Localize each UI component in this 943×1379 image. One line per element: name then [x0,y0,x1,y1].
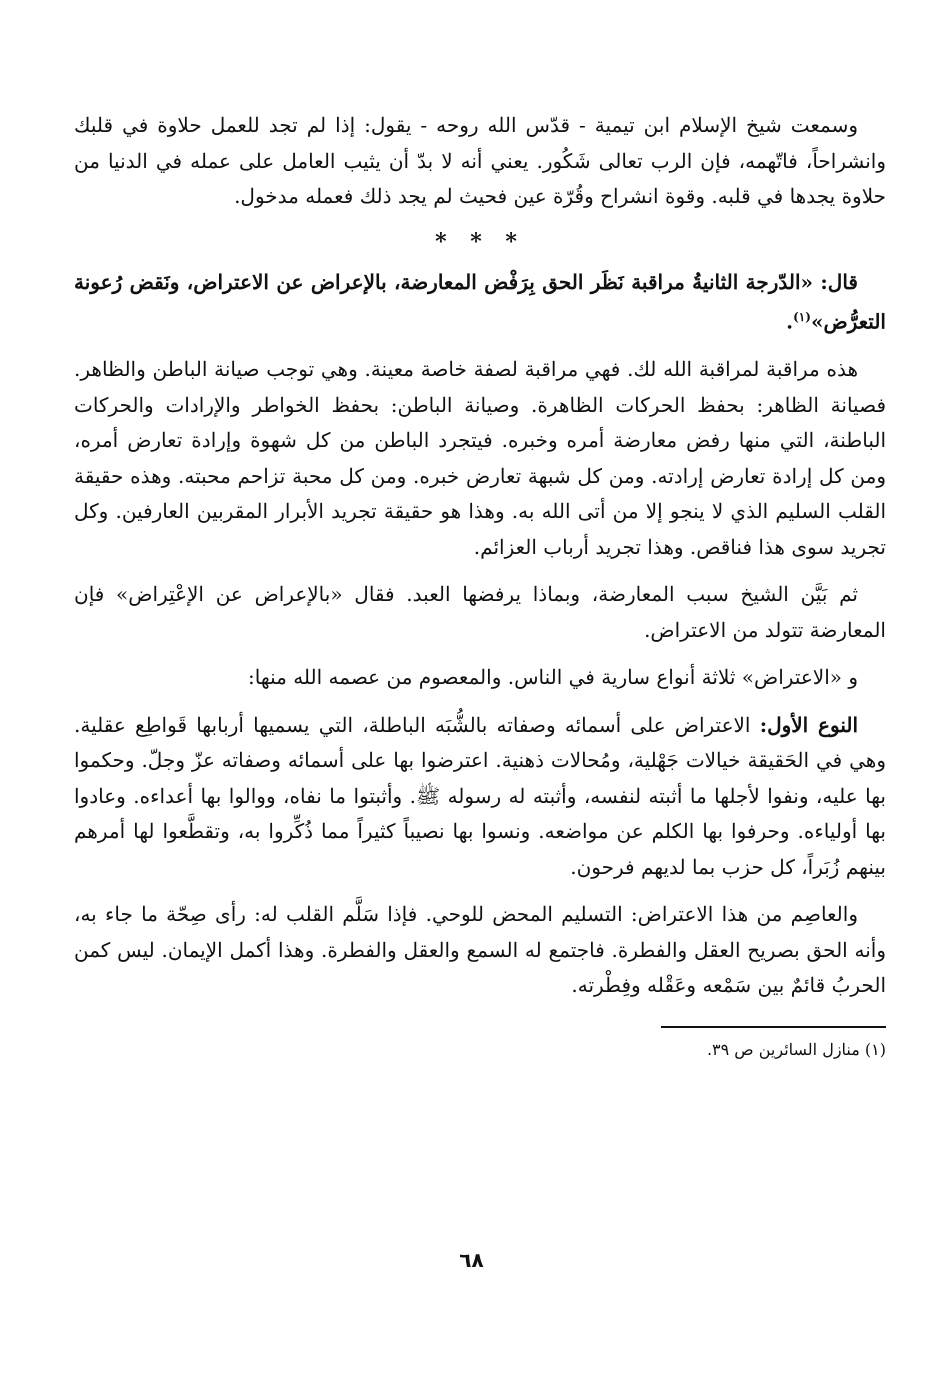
paragraph-ibn-taymiyyah: وسمعت شيخ الإسلام ابن تيمية - قدّس الله روحه - يقول: إذا لم تجد للعمل حلاوة في قلبك وانشراحاً، فاتّهمه، فإن الرب تعالى شَكُور. يعني أنه لا بدّ أن يثيب العامل على عمله في الدنيا من حلاوة يجدها في قلبه. وقوة انشراح وقُرّة عين فحيث لم يجد ذلك فعمله مدخول. [74,113,886,208]
paragraph-anwa-al-itirad: و «الاعتراض» ثلاثة أنواع سارية في الناس. والمعصوم من عصمه الله منها: [248,665,858,690]
nau-awwal-label: النوع الأول: [759,712,859,737]
nau-awwal-text: الاعتراض على أسمائه وصفاته بالشُّبَه الباطلة، التي يسميها أربابها قَواطِع عقلية. وهي في الحَقيقة خيالات جَهْلية، ومُحالات ذهنية. اعترضوا بها على أسمائه وصفاته عزّ وجلّ. وحكموا بها عليه، ونفوا لأجلها ما أثبته لنفسه، وأثبته له رسوله ﷺ. وأثبتوا ما نفاه، ووالوا بها أعداءه. وعادوا بها أولياءه. وحرفوا بها الكلم عن مواضعه. ونسوا بها نصيباً كثيراً مما ذُكِّروا به، وتقطَّعوا لها أمرهم بينهم زُبَراً، كل حزب بما لديهم فرحون. [74,712,886,879]
footnote-reference: (١) [793,310,811,324]
paragraph-al-asim: والعاصِم من هذا الاعتراض: التسليم المحض للوحي. فإذا سَلَّم القلب له: رأى صِحّة ما جاء به، وأنه الحق بصريح العقل والفطرة. فاجتمع له السمع والعقل والفطرة. وهذا أكمل الإيمان. ليس كمن الحربُ قائمٌ بين سَمْعه وعَقْله وفِطْرته. [74,902,886,998]
paragraph-nau-awwal [74,708,886,886]
footnote: (١) منازل السائرين ص ٣٩. [706,1039,886,1059]
quote-text: قال: «الدّرجة الثانيةُ مراقبة نَظَر الحق بِرَفْض المعارضة، بالإعراض عن الاعتراض، ونَقض رُعونة التعرُّض» [74,269,886,334]
paragraph-sabab-al-muarada: ثم بَيَّن الشيخ سبب المعارضة، وبماذا يرفضها العبد. فقال «بالإعراض عن الإعْتِراض» فإن المعارضة تتولد من الاعتراض. [74,582,886,642]
paragraph-muraqaba: هذه مراقبة لمراقبة الله لك. فهي مراقبة لصفة خاصة معينة. وهي توجب صيانة الباطن والظاهر. فصيانة الظاهر: بحفظ الحركات الظاهرة. وصيانة الباطن: بحفظ الخواطر والإرادات والحركات الباطنة، التي منها رفض معارضة أمره وخبره. فيتجرد الباطن من كل شهوة وإرادة تعارض أمره، ومن كل إرادة تعارض إرادته. ومن كل شبهة تعارض خبره. ومن كل محبة تزاحم محبته. وهذه حقيقة القلب السليم الذي لا ينجو إلا من أتى الله به. وهذا هو حقيقة تجريد الأبرار المقربين العارفين. وكل تجريد سوى هذا فناقص. وهذا تجريد أرباب العزائم. [74,357,886,559]
section-separator: * * * [435,228,525,255]
paragraph-second-degree-quote: قال: «الدّرجة الثانيةُ مراقبة نَظَر الحق بِرَفْض المعارضة، بالإعراض عن الاعتراض، ونَقض رُعونة التعرُّض»$^{(١)}$. [74,269,886,334]
footnote-divider [661,1026,886,1028]
page-number: ٦٨ [459,1248,484,1272]
page-body [74,108,886,1062]
